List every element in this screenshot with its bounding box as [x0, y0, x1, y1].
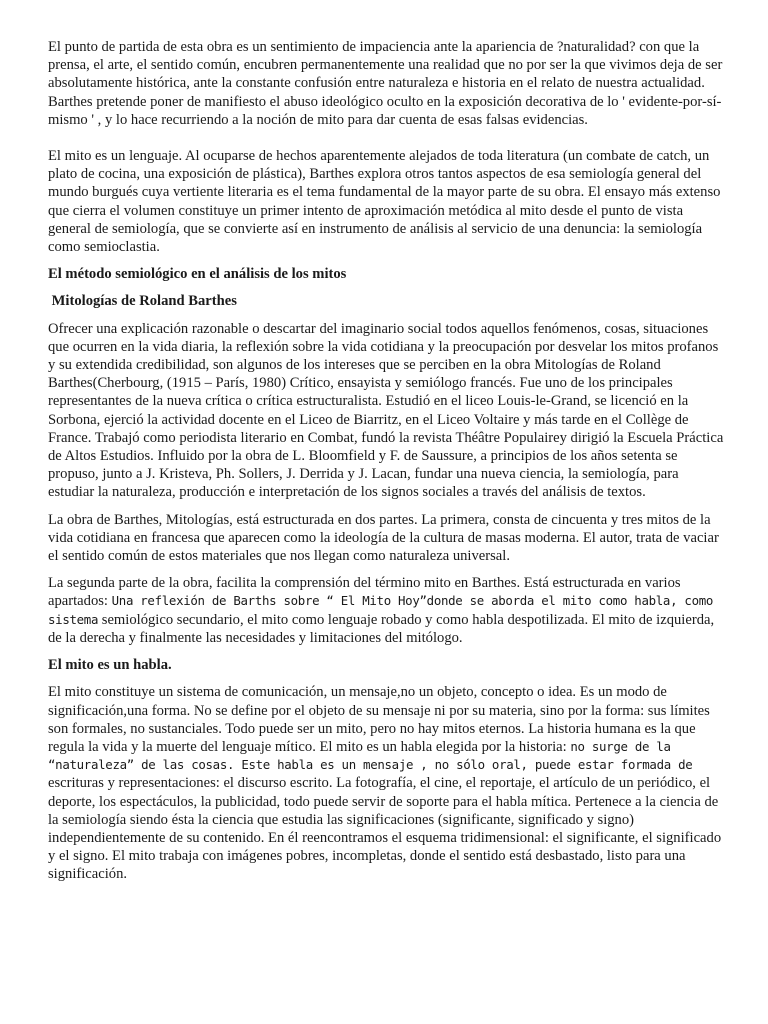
text-run-monospace: Una reflexión de Barths sobre “ El Mito Hoy”donde se aborda el mito como habla, como sistema — [48, 593, 714, 627]
text-run: semiológico secundario, el mito como lenguaje robado y como habla despotilizada. El mito de izquierda, de la derecha y finalmente las necesidades y limitaciones del mitólogo. — [48, 611, 715, 646]
paragraph-ofrecer: Ofrecer una explicación razonable o descartar del imaginario social todos aquellos fenómenos, cosas, situaciones que ocurren en la vida diaria, la reflexión sobre la vida cotidiana y la preocupación por desvelar los mitos profanos y su extendida credibilidad, son algunos de los intereses que se perciben en la obra Mitologías de Roland Barthes(Cherbourg, (1915 – París, 1980) Crítico, ensayista y semiólogo francés. Fue uno de los principales representantes de la nueva crítica o crítica estructuralista. Estudió en el liceo Louis-le-Grand, se licenció en la Sorbona, ejerció la actividad docente en el Liceo de Biarritz, en el Liceo Voltaire y más tarde en el Collège de France. Trabajó como periodista literario en Combat, fundó la revista Théâtre Populairey dirigió la Escuela Práctica de Altos Estudios. Influido por la obra de L. Bloomfield y F. de Saussure, a principios de los años setenta se propuso, junto a J. Kristeva, Ph. Sollers, J. Derrida y J. Lacan, fundar una nueva ciencia, la semiología, para estudiar la naturaleza, producción e interpretación de los signos sociales a través del análisis de textos. — [48, 320, 724, 501]
paragraph-mito-lenguaje: El mito es un lenguaje. Al ocuparse de hechos aparentemente alejados de toda literatura (un combate de catch, un plato de cocina, una exposición de plástica), Barthes explora otros tantos aspectos de esa semiología general del mundo burgués cuya vertiente literaria es el tema fundamental de la mayor parte de su obra. El ensayo más extenso que cierra el volumen constituye un primer intento de aproximación metódica al mito desde el punto de vista general de semiología, que se convierte así en instrumento de análisis al servicio de una denuncia: la semiología como semioclastia. — [48, 148, 721, 256]
paragraph-segunda-parte — [48, 574, 724, 647]
paragraph-obra-partes: La obra de Barthes, Mitologías, está estructurada en dos partes. La primera, consta de cincuenta y tres mitos de la vida cotidiana en francesa que aparecen como la ideología de la cultura de masas moderna. El autor, trata de vaciar el sentido común de estos materiales que nos llegan como naturaleza universal. — [48, 511, 719, 565]
document-page — [48, 38, 724, 884]
text-run: El mito constituye un sistema de comunicación, un mensaje,no un objeto, concepto o idea. Es un modo de significación,una forma. No se define por el objeto de su mensaje ni por su materia, sino por la forma: sus límites son formales, no sustanciales. Todo puede ser un mito, pero no hay mitos eternos. La historia humana es la que regula la vida y la muerte del lenguaje mítico. El mito es un habla elegida por la historia: — [48, 684, 710, 755]
section-heading-metodo: El método semiológico en el análisis de los mitos — [48, 266, 347, 283]
text-run: escrituras y representaciones: el discurso escrito. La fotografía, el cine, el reportaje, el artículo de un periódico, el deporte, los espectáculos, la publicidad, todo puede servir de soporte para el habla mítica. Pertenece a la ciencia de la semiología siendo ésta la ciencia que estudia las significaciones (significante, significado y signo) independientemente de su contenido. En él reencontramos el esquema tridimensional: el significante, el significado y el signo. El mito trabaja con imágenes pobres, incompletas, donde el sentido está desbastado, listo para una significación. — [48, 775, 722, 883]
text-run: La segunda parte de la obra, facilita la comprensión del término mito en Barthes. Está estructurada en varios apartados: — [48, 575, 681, 610]
section-heading-mitologias: Mitologías de Roland Barthes — [48, 293, 237, 310]
section-heading-habla: El mito es un habla. — [48, 657, 172, 674]
paragraph-intro: El punto de partida de esta obra es un sentimiento de impaciencia ante la apariencia de ?naturalidad? con que la prensa, el arte, el sentido común, encubren permanentemente una realidad que no por ser la que vivimos deja de ser absolutamente histórica, ante la constante confusión entre naturaleza e historia en el relato de nuestra actualidad. Barthes pretende poner de manifiesto el abuso ideológico oculto en la exposición decorativa de lo ' evidente-por-sí-mismo ' , y lo hace recurriendo a la noción de mito para dar cuenta de esas falsas evidencias. — [48, 39, 723, 128]
text-run-monospace: no surge de la “naturaleza” de las cosas. Este habla es un mensaje , no sólo oral, puede estar formada de — [48, 738, 693, 773]
paragraph-mito-comunicacion — [48, 683, 724, 883]
